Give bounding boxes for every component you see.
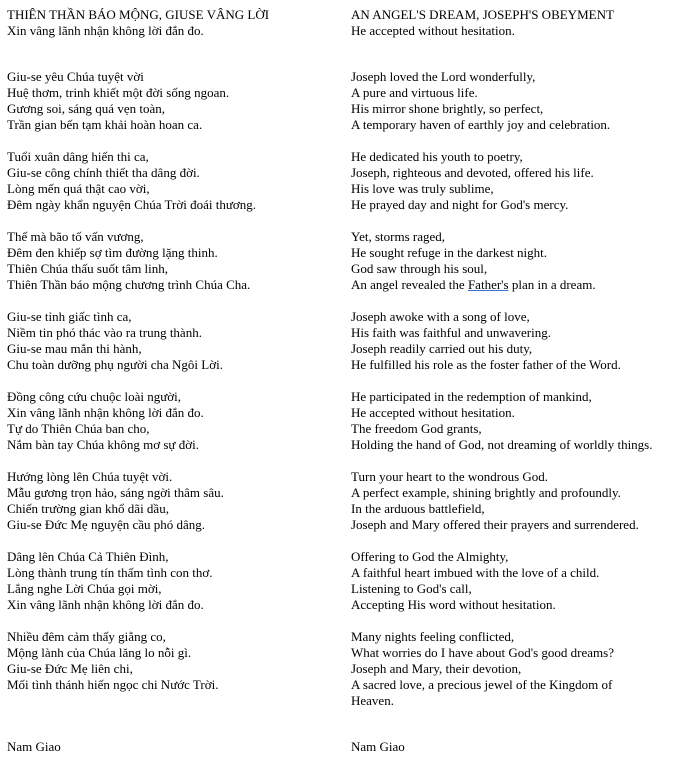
- english-poem-line: He accepted without hesitation.: [351, 405, 515, 420]
- vietnamese-poem-line: Thiên Chúa thấu suốt tâm linh,: [7, 261, 169, 276]
- english-poem-line: He participated in the redemption of mankind,: [351, 389, 592, 404]
- vietnamese-poem-line: Tự do Thiên Chúa ban cho,: [7, 421, 150, 436]
- vietnamese-poem-line: Lòng mến quá thật cao vời,: [7, 181, 150, 196]
- english-poem-subtitle: He accepted without hesitation.: [351, 23, 515, 38]
- vietnamese-poem-line: Chu toàn dưỡng phụ người cha Ngôi Lời.: [7, 357, 223, 372]
- vietnamese-poem-line: Xin vâng lãnh nhận không lời đắn đo.: [7, 597, 204, 612]
- vietnamese-poem-line: Giu-se công chính thiết tha dâng đời.: [7, 165, 200, 180]
- vietnamese-poem-line: Niềm tin phó thác vào ra trung thành.: [7, 325, 202, 340]
- vietnamese-stanza: [7, 469, 337, 533]
- vietnamese-stanza: [7, 149, 337, 213]
- english-poem-line: He prayed day and night for God's mercy.: [351, 197, 569, 212]
- english-poem-line: He fulfilled his role as the foster father of the Word.: [351, 357, 621, 372]
- vietnamese-stanza: [7, 629, 337, 693]
- english-poem-column: [351, 7, 673, 725]
- english-poem-line: His faith was faithful and unwavering.: [351, 325, 552, 340]
- english-poem-line: A sacred love, a precious jewel of the Kingdom of Heaven.: [351, 677, 613, 708]
- english-stanza: [351, 629, 673, 709]
- english-poem-line: Joseph and Mary offered their prayers and surrendered.: [351, 517, 639, 532]
- vietnamese-poem-column: [7, 7, 337, 709]
- english-poem-line: Joseph, righteous and devoted, offered his life.: [351, 165, 594, 180]
- english-poem-line: Listening to God's call,: [351, 581, 472, 596]
- english-stanza: [351, 389, 673, 453]
- english-poem-line: Yet, storms raged,: [351, 229, 446, 244]
- english-poem-line: A faithful heart imbued with the love of a child.: [351, 565, 600, 580]
- vietnamese-poem-line: Hướng lòng lên Chúa tuyệt vời.: [7, 469, 173, 484]
- english-poem-title: AN ANGEL'S DREAM, JOSEPH'S OBEYMENT: [351, 7, 614, 22]
- english-poem-line: He dedicated his youth to poetry,: [351, 149, 523, 164]
- english-poem-line: A temporary haven of earthly joy and celebration.: [351, 117, 611, 132]
- vietnamese-poem-line: Mộng lành của Chúa lăng lo nỗi gì.: [7, 645, 192, 660]
- english-poem-line: Joseph awoke with a song of love,: [351, 309, 530, 324]
- vietnamese-poem-title: THIÊN THẦN BÁO MỘNG, GIUSE VÂNG LỜI: [7, 7, 270, 22]
- english-poem-line: The freedom God grants,: [351, 421, 482, 436]
- english-poem-line: Many nights feeling conflicted,: [351, 629, 515, 644]
- vietnamese-stanza: [7, 549, 337, 613]
- vietnamese-poem-line: Giu-se Đức Mẹ nguyện cầu phó dâng.: [7, 517, 206, 532]
- english-poem-line: His love was truly sublime,: [351, 181, 494, 196]
- vietnamese-poem-line: Thiên Thần báo mộng chương trình Chúa Cha.: [7, 277, 251, 292]
- english-poem-line: He sought refuge in the darkest night.: [351, 245, 548, 260]
- vietnamese-poem-line: Đêm đen khiếp sợ tìm đường lặng thinh.: [7, 245, 218, 260]
- vietnamese-poem-line: Xin vâng lãnh nhận không lời đắn đo.: [7, 405, 204, 420]
- english-poem-line: Turn your heart to the wondrous God.: [351, 469, 549, 484]
- vietnamese-poem-line: Giu-se yêu Chúa tuyệt vời: [7, 69, 144, 84]
- vietnamese-stanza: [7, 309, 337, 373]
- english-poem-line: What worries do I have about God's good dreams?: [351, 645, 614, 660]
- vietnamese-stanza: [7, 389, 337, 453]
- vietnamese-poem-line: Thế mà bão tố vấn vương,: [7, 229, 144, 244]
- english-poem-line: His mirror shone brightly, so perfect,: [351, 101, 544, 116]
- vietnamese-poem-line: Nắm bàn tay Chúa không mơ sự đời.: [7, 437, 199, 452]
- vietnamese-poem-line: Đêm ngày khẩn nguyện Chúa Trời đoái thương.: [7, 197, 256, 212]
- vietnamese-poem-author: Nam Giao: [7, 739, 61, 754]
- english-poem-line: A pure and virtuous life.: [351, 85, 478, 100]
- english-poem-line: In the arduous battlefield,: [351, 501, 485, 516]
- vietnamese-poem-line: Tuổi xuân dâng hiến thi ca,: [7, 149, 149, 164]
- english-poem-line: An angel revealed the Father's plan in a dream.: [351, 277, 596, 292]
- vietnamese-poem-line: Lắng nghe Lời Chúa gọi mời,: [7, 581, 162, 596]
- english-stanza: [351, 469, 673, 533]
- english-poem-line: Joseph and Mary, their devotion,: [351, 661, 522, 676]
- vietnamese-poem-line: Huệ thơm, trinh khiết một đời sống ngoan.: [7, 85, 230, 100]
- vietnamese-poem-line: Lòng thành trung tín thấm tình con thơ.: [7, 565, 213, 580]
- english-poem-line: Holding the hand of God, not dreaming of worldly things.: [351, 437, 653, 452]
- vietnamese-poem-line: Gương soi, sáng quá vẹn toàn,: [7, 101, 165, 116]
- vietnamese-stanza: [7, 229, 337, 293]
- english-poem-line: Offering to God the Almighty,: [351, 549, 509, 564]
- english-poem-line: Joseph loved the Lord wonderfully,: [351, 69, 536, 84]
- vietnamese-stanza: [7, 69, 337, 133]
- english-stanza: [351, 229, 673, 293]
- vietnamese-poem-subtitle: Xin vâng lãnh nhận không lời đắn đo.: [7, 23, 204, 38]
- vietnamese-poem-line: Mối tình thánh hiến ngọc chi Nước Trời.: [7, 677, 219, 692]
- english-poem-author: Nam Giao: [351, 739, 405, 754]
- vietnamese-poem-line: Giu-se mau mắn thi hành,: [7, 341, 142, 356]
- english-poem-line: A perfect example, shining brightly and profoundly.: [351, 485, 621, 500]
- vietnamese-poem-line: Mẫu gương trọn hảo, sáng ngời thâm sâu.: [7, 485, 224, 500]
- vietnamese-poem-line: Chiến trường gian khổ dãi dầu,: [7, 501, 169, 516]
- vietnamese-poem-line: Trần gian bến tạm khải hoàn hoan ca.: [7, 117, 203, 132]
- vietnamese-poem-line: Giu-se Đức Mẹ liên chi,: [7, 661, 133, 676]
- vietnamese-poem-line: Dâng lên Chúa Cả Thiên Đình,: [7, 549, 169, 564]
- english-poem-line: Joseph readily carried out his duty,: [351, 341, 533, 356]
- vietnamese-poem-line: Nhiều đêm cảm thấy giằng co,: [7, 629, 166, 644]
- english-stanza: [351, 69, 673, 133]
- english-stanza: [351, 549, 673, 613]
- english-stanza: [351, 149, 673, 213]
- english-poem-line: God saw through his soul,: [351, 261, 488, 276]
- vietnamese-poem-line: Đồng công cứu chuộc loài người,: [7, 389, 182, 404]
- english-stanza: [351, 309, 673, 373]
- vietnamese-poem-line: Giu-se tỉnh giấc tình ca,: [7, 309, 132, 324]
- english-poem-line: Accepting His word without hesitation.: [351, 597, 556, 612]
